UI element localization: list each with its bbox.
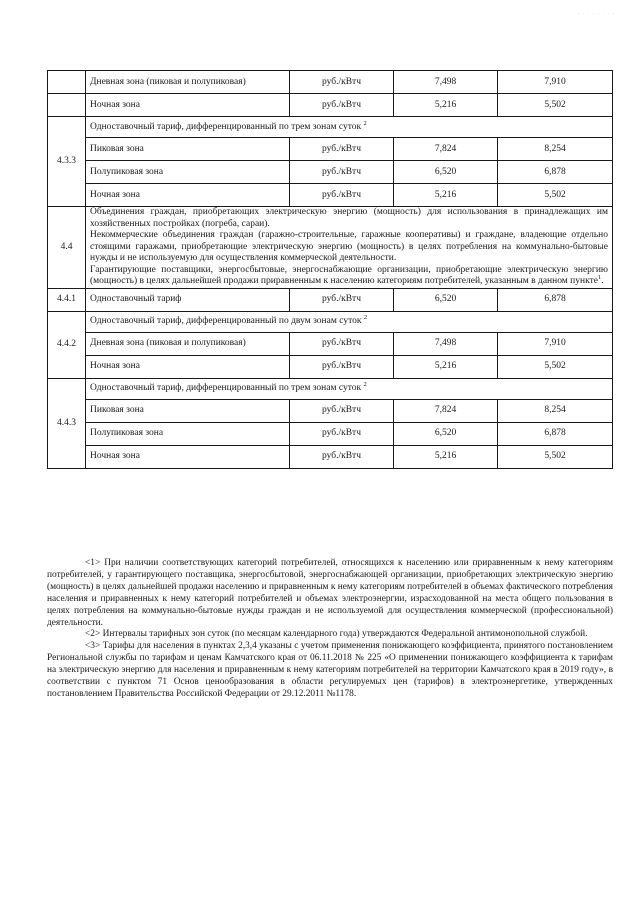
- row-name: Дневная зона (пиковая и полупиковая): [86, 332, 290, 355]
- footnote-3: <3> Тарифы для населения в пунктах 2,3,4 указаны с учетом применения понижающего коэффициента, принятого постановлением Региональной службы по тарифам и ценам Камчатского края от 06.11.2018 № 225 «О применении понижающего коэффициента к тарифам на электрическую энергию для населения и приравненным к нему категориям потребителей на территории Камчатского края в 2019 году», в соответствии с пунктом 71 Основ ценообразования в области регулируемых цен (тарифов) в электроэнергетике, утвержденных постановлением Правительства Российской Федерации от 29.12.2011 №1178.: [47, 641, 613, 699]
- section-number: 4.4.1: [48, 288, 86, 311]
- section-row-4-3-3: [48, 117, 613, 138]
- row-unit: руб./кВтч: [290, 138, 394, 161]
- row-name: Полупиковая зона: [86, 422, 290, 445]
- row-value-1: 5,216: [394, 355, 498, 378]
- row-value-1: 7,824: [394, 399, 498, 422]
- section-title: Одноставочный тариф, дифференцированный по трем зонам суток $^2$: [86, 117, 613, 138]
- row-unit: руб./кВтч: [290, 445, 394, 468]
- row-value-1: 5,216: [394, 94, 498, 117]
- table-row: [48, 71, 613, 94]
- row-value-2: 5,502: [498, 184, 613, 207]
- row-value-2: 6,878: [498, 422, 613, 445]
- row-name: Полупиковая зона: [86, 161, 290, 184]
- table-row: [48, 161, 613, 184]
- table-row: [48, 399, 613, 422]
- footnote-2: <2> Интервалы тарифных зон суток (по месяцам календарного года) утверждаются Федеральной антимонопольной службой.: [85, 629, 588, 640]
- row-name: Ночная зона: [86, 184, 290, 207]
- footnote-1: <1> При наличии соответствующих категорий потребителей, относящихся к населению или приравненным к нему категориям потребителей, у гарантирующего поставщика, энергосбытовой, энергоснабжающей организации, приобретающих электрическую энергию (мощность) в целях дальнейшей продажи населению и приравненным к нему категориям потребителей в объемах фактического потребления населения и приравненных к нему категорий потребителей и объемах электроэнергии, израсходованной на места общего пользования в целях потребления на коммунально-бытовые нужды граждан и не используемой для осуществления коммерческой (профессиональной) деятельности.: [47, 558, 613, 628]
- section-number: 4.3.3: [48, 117, 86, 207]
- table-row: [48, 422, 613, 445]
- section-row-4-4-2: [48, 311, 613, 332]
- row-value-2: 8,254: [498, 138, 613, 161]
- row-unit: руб./кВтч: [290, 94, 394, 117]
- row-unit: руб./кВтч: [290, 184, 394, 207]
- row-name: Ночная зона: [86, 94, 290, 117]
- row-unit: руб./кВтч: [290, 422, 394, 445]
- description-paragraph-3: Гарантирующие поставщики, энергосбытовые, энергоснабжающие организации, приобретающие электрическую энергию (мощность) в целях дальнейшей продажи приравненным к населению категориям потребителей, указанным в данном пункте$^1$.: [90, 264, 608, 286]
- row-value-1: 7,498: [394, 71, 498, 94]
- row-value-2: 5,502: [498, 445, 613, 468]
- footnotes: [47, 558, 613, 701]
- row-value-2: 5,502: [498, 355, 613, 378]
- section-row-4-4-3: [48, 378, 613, 399]
- table-row: [48, 288, 613, 311]
- row-unit: руб./кВтч: [290, 355, 394, 378]
- row-name: Ночная зона: [86, 355, 290, 378]
- row-unit: руб./кВтч: [290, 288, 394, 311]
- row-name: Ночная зона: [86, 445, 290, 468]
- row-name: Пиковая зона: [86, 399, 290, 422]
- row-name: Одноставочный тариф: [86, 288, 290, 311]
- table-row: [48, 332, 613, 355]
- section-title: Одноставочный тариф, дифференцированный по двум зонам суток $^2$: [86, 311, 613, 332]
- table-row: [48, 138, 613, 161]
- row-unit: руб./кВтч: [290, 332, 394, 355]
- section-number: 4.4: [48, 207, 86, 289]
- row-unit: руб./кВтч: [290, 71, 394, 94]
- section-title: Одноставочный тариф, дифференцированный по трем зонам суток $^2$: [86, 378, 613, 399]
- section-description: [86, 207, 613, 289]
- row-value-1: 5,216: [394, 445, 498, 468]
- row-value-2: 7,910: [498, 71, 613, 94]
- row-value-2: 7,910: [498, 332, 613, 355]
- table-row: [48, 355, 613, 378]
- description-paragraph-2: Некоммерческие объединения граждан (гаражно-строительные, гаражные кооперативы) и граждане, владеющие отдельно стоящими гаражами, приобретающие электрическую энергию (мощность) в целях потребления на коммунально-бытовые нужды и не используемую для осуществления коммерческой деятельности.: [90, 230, 608, 263]
- row-name: Дневная зона (пиковая и полупиковая): [86, 71, 290, 94]
- row-value-2: 6,878: [498, 161, 613, 184]
- tariff-table: [47, 70, 613, 469]
- description-paragraph-1: Объединения граждан, приобретающих электрическую энергию (мощность) для использования в принадлежащих им хозяйственных постройках (погреба, сараи).: [90, 207, 608, 229]
- section-number: 4.4.2: [48, 311, 86, 378]
- table-row: [48, 94, 613, 117]
- section-row-4-4: [48, 207, 613, 289]
- row-value-1: 6,520: [394, 288, 498, 311]
- section-number: 4.4.3: [48, 378, 86, 468]
- row-value-2: 6,878: [498, 288, 613, 311]
- row-unit: руб./кВтч: [290, 399, 394, 422]
- table-row: [48, 184, 613, 207]
- row-unit: руб./кВтч: [290, 161, 394, 184]
- table-row: [48, 445, 613, 468]
- row-name: Пиковая зона: [86, 138, 290, 161]
- row-value-2: 8,254: [498, 399, 613, 422]
- row-value-1: 6,520: [394, 161, 498, 184]
- row-value-1: 7,824: [394, 138, 498, 161]
- row-value-1: 7,498: [394, 332, 498, 355]
- row-value-2: 5,502: [498, 94, 613, 117]
- page-corner-mark: · · · · · · · · ·: [578, 12, 620, 17]
- row-value-1: 5,216: [394, 184, 498, 207]
- row-value-1: 6,520: [394, 422, 498, 445]
